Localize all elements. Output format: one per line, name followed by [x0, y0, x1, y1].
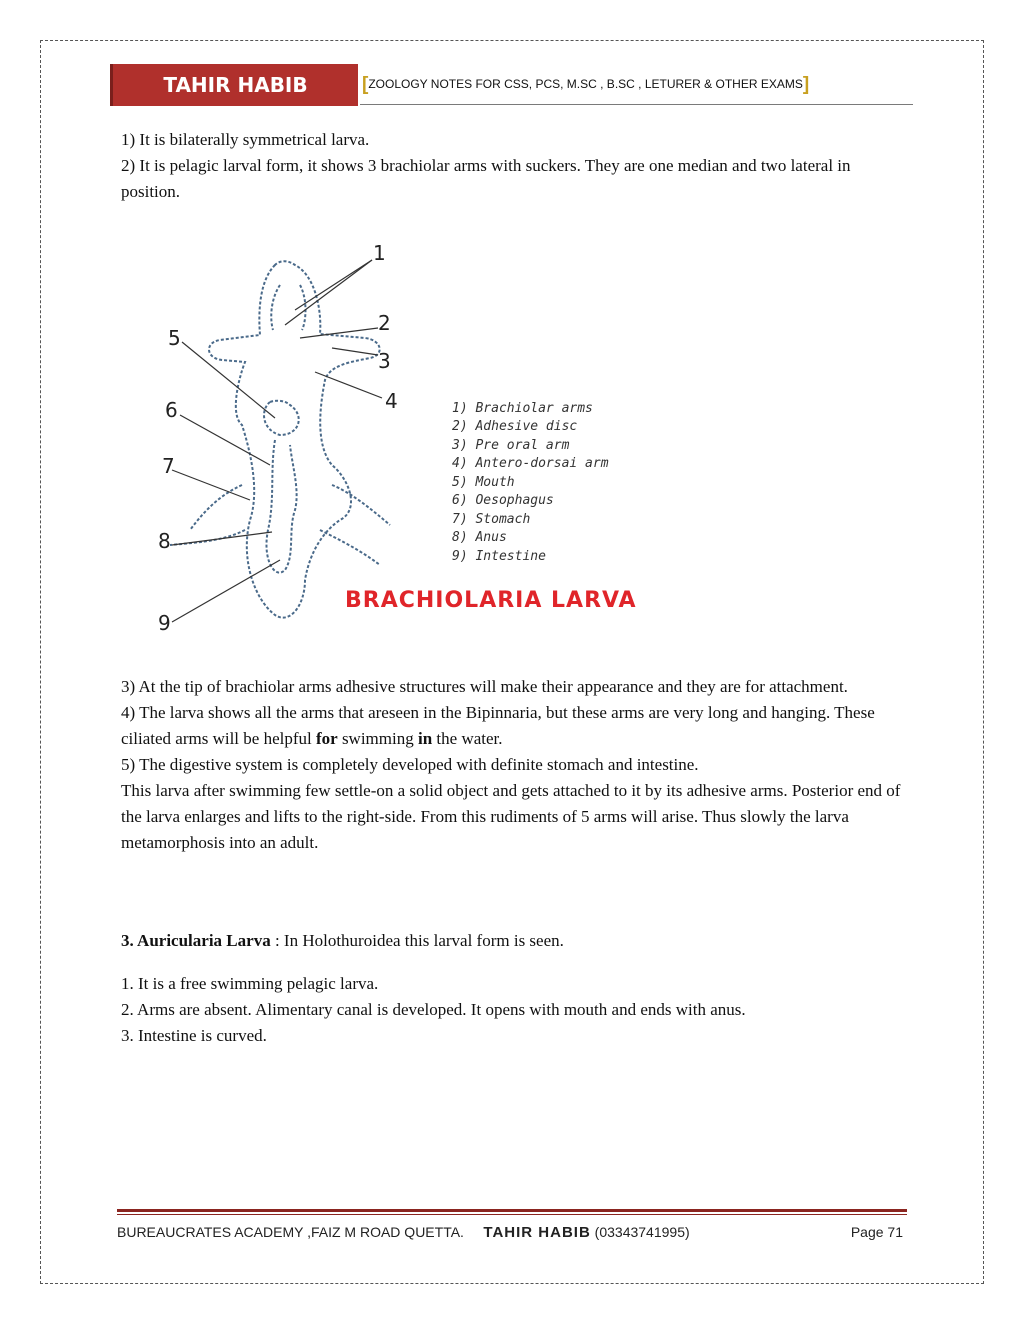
footer-page-number: Page 71: [850, 1224, 903, 1240]
body-point-4-bold-in: in: [417, 729, 433, 748]
intro-point-1: 1) It is bilaterally symmetrical larva.: [121, 130, 370, 149]
header-bracket-open: [: [362, 74, 369, 95]
diagram-number-3: 3: [378, 349, 391, 373]
body-point-4: [121, 700, 911, 752]
auricularia-points: [121, 971, 911, 1049]
diagram-number-8: 8: [158, 529, 171, 553]
larva-body-outline: [170, 261, 390, 617]
header-rule: [360, 104, 913, 105]
header-bracket-close: ]: [802, 74, 810, 95]
legend-item-7: 7) Stomach: [452, 512, 531, 527]
header-subtitle: [362, 74, 809, 96]
diagram-number-7: 7: [162, 454, 175, 478]
diagram-number-4: 4: [385, 389, 398, 413]
body-paragraph-settlement: This larva after swimming few settle-on a solid object and gets attached to it by its adhesive arms. Posterior end of the larva enlarges and lifts to the right-side. From this rudiments of 5 arms will arise. Thus slowly the larva metamorphosis into an adult.: [121, 781, 901, 852]
legend-item-9: 9) Intestine: [452, 549, 546, 564]
pointer-lines: [172, 260, 382, 622]
legend-item-1: 1) Brachiolar arms: [452, 401, 593, 416]
header-subtitle-text: ZOOLOGY NOTES FOR CSS, PCS, M.SC , B.SC , LETURER & OTHER EXAMS: [368, 77, 803, 91]
legend-item-8: 8) Anus: [452, 530, 507, 545]
diagram-number-labels: [158, 241, 398, 635]
footer: [117, 1224, 907, 1241]
diagram-title: BRACHIOLARIA LARVA: [345, 588, 637, 613]
brachiolaria-diagram: [110, 230, 710, 650]
body-point-4-part-a: 4) The larva shows all the arms that areseen in the Bipinnaria, but these arms are very long and hanging. These ciliated arms will be helpful: [121, 703, 875, 748]
body-point-4-part-c: swimming: [337, 729, 418, 748]
body-point-4-part-d: the water.: [432, 729, 503, 748]
auricularia-point-1: 1. It is a free swimming pelagic larva.: [121, 974, 379, 993]
legend-item-4: 4) Antero-dorsai arm: [452, 456, 609, 471]
diagram-number-2: 2: [378, 311, 391, 335]
footer-rule-thick: [117, 1209, 907, 1212]
body-point-3: 3) At the tip of brachiolar arms adhesive structures will make their appearance and they are for attachment.: [121, 677, 848, 696]
diagram-number-1: 1: [373, 241, 386, 265]
legend-item-6: 6) Oesophagus: [452, 493, 554, 508]
diagram-number-9: 9: [158, 611, 171, 635]
body-point-5: 5) The digestive system is completely developed with definite stomach and intestine.: [121, 755, 699, 774]
auricularia-heading-rest: : In Holothuroidea this larval form is seen.: [270, 931, 564, 950]
legend-item-2: 2) Adhesive disc: [452, 419, 578, 434]
auricularia-heading: 3. Auricularia Larva: [121, 931, 271, 950]
footer-author-name: TAHIR HABIB: [483, 1224, 591, 1241]
footer-rule-thin: [117, 1214, 907, 1215]
body-text: [121, 674, 911, 856]
page-border: [40, 40, 984, 1284]
diagram-number-6: 6: [165, 398, 178, 422]
auricularia-point-2: 2. Arms are absent. Alimentary canal is developed. It opens with mouth and ends with anus.: [121, 1000, 746, 1019]
intro-points: [121, 127, 911, 205]
body-point-4-bold-for: for: [315, 729, 338, 748]
diagram-legend: [451, 401, 609, 564]
header-author-name: TAHIR HABIB: [110, 64, 358, 106]
legend-item-3: 3) Pre oral arm: [452, 438, 570, 453]
footer-phone: (03343741995): [594, 1224, 690, 1240]
intro-point-2: 2) It is pelagic larval form, it shows 3 brachiolar arms with suckers. They are one median and two lateral in position.: [121, 156, 851, 201]
footer-academy: BUREAUCRATES ACADEMY ,FAIZ M ROAD QUETTA.: [117, 1224, 464, 1240]
auricularia-point-3: 3. Intestine is curved.: [121, 1026, 267, 1045]
auricularia-heading-line: [121, 928, 911, 954]
diagram-number-5: 5: [168, 326, 181, 350]
legend-item-5: 5) Mouth: [452, 475, 515, 490]
